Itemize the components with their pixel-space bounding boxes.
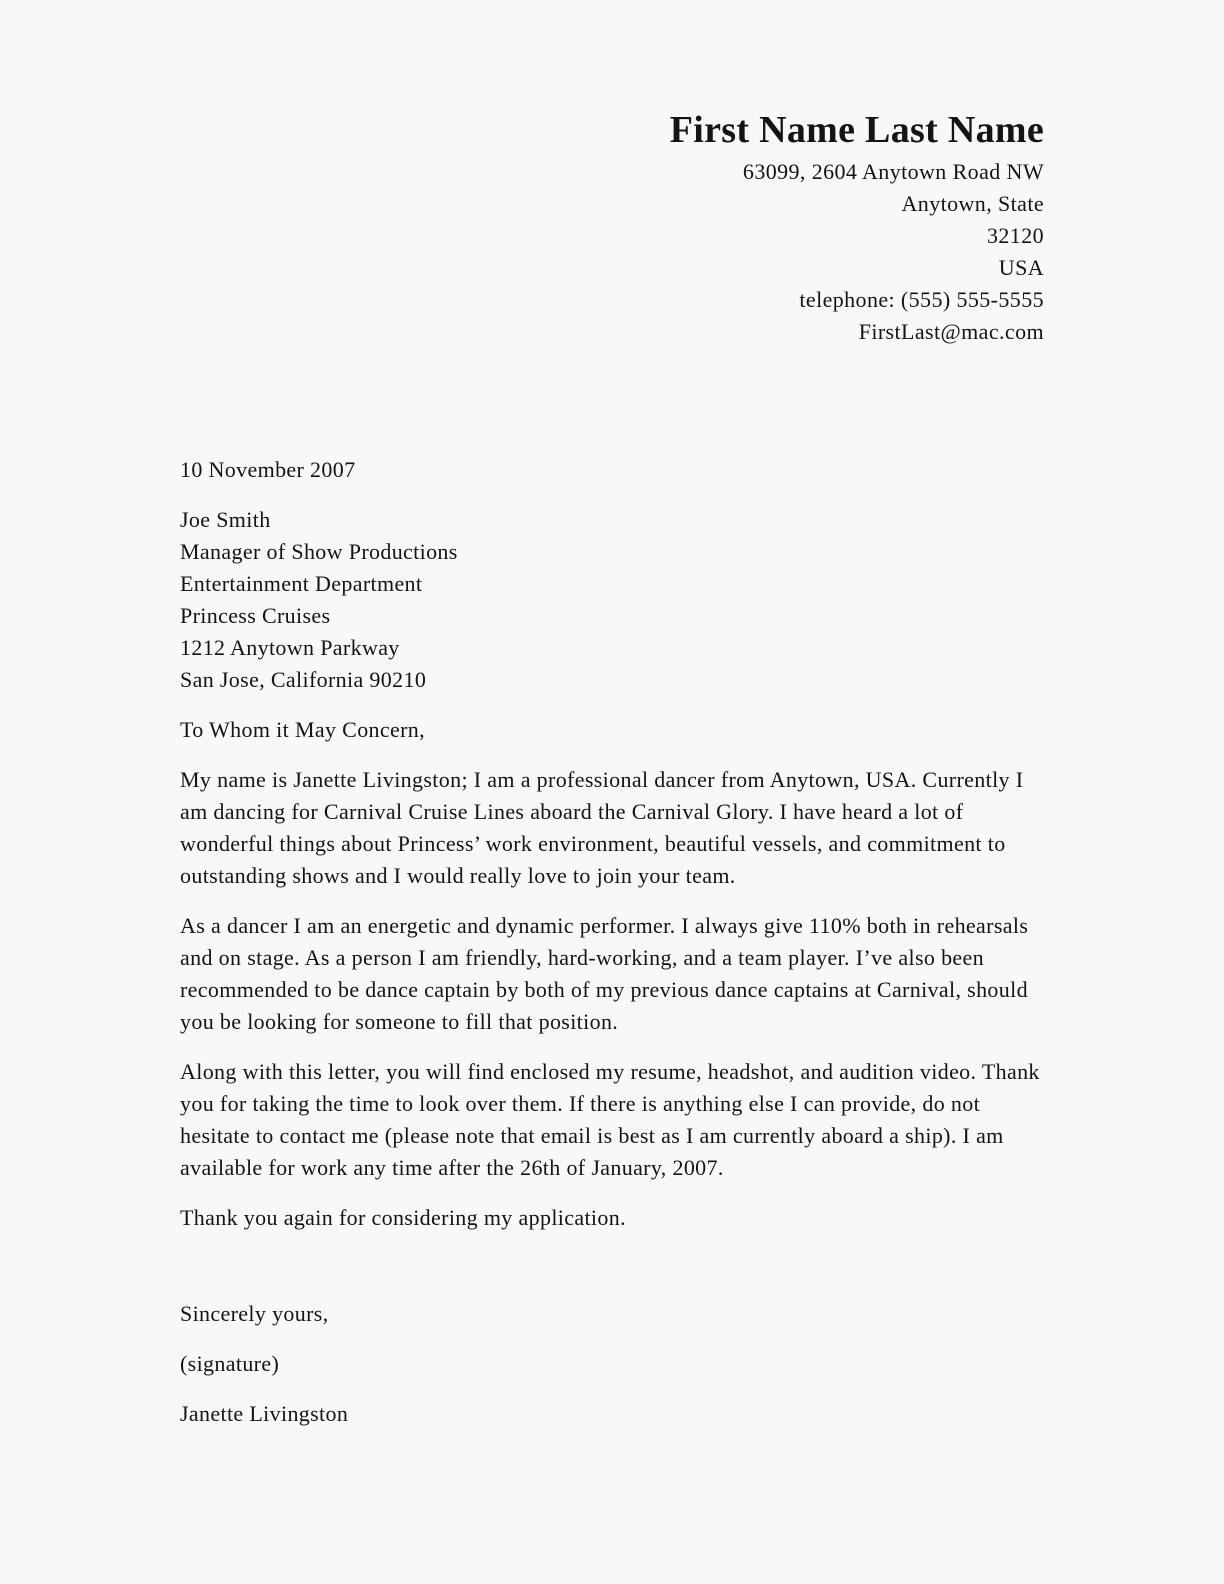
sender-email: FirstLast@mac.com xyxy=(858,319,1044,344)
sender-zip: 32120 xyxy=(987,223,1044,248)
sender-header xyxy=(670,106,1044,348)
paragraph-qualities: As a dancer I am an energetic and dynamic performer. I always give 110% both in rehearsals and on stage. As a person I am friendly, hard-working, and a team player. I’ve also been recommended to be dance captain by both of my previous dance captains at Carnival, should you be looking for someone to fill that position. xyxy=(180,913,1029,1034)
recipient-title: Manager of Show Productions xyxy=(180,539,458,564)
signature-placeholder: (signature) xyxy=(180,1351,280,1376)
recipient-street: 1212 Anytown Parkway xyxy=(180,635,400,660)
paragraph-enclosures: Along with this letter, you will find enclosed my resume, headshot, and audition video. Thank you for taking the time to look over them. If there is anything else I can provide, do not hesitate to contact me (please note that email is best as I am currently aboard a ship). I am available for work any time after the 26th of January, 2007. xyxy=(180,1059,1040,1180)
sender-city-state: Anytown, State xyxy=(901,191,1044,216)
recipient-name: Joe Smith xyxy=(180,507,271,532)
signer-name: Janette Livingston xyxy=(180,1401,349,1426)
letter-body xyxy=(180,454,1050,1430)
sender-country: USA xyxy=(998,255,1044,280)
paragraph-thanks: Thank you again for considering my application. xyxy=(180,1205,626,1230)
recipient-company: Princess Cruises xyxy=(180,603,331,628)
greeting: To Whom it May Concern, xyxy=(180,717,426,742)
letter-date: 10 November 2007 xyxy=(180,457,356,482)
sender-name: First Name Last Name xyxy=(669,109,1044,151)
recipient-department: Entertainment Department xyxy=(180,571,423,596)
sender-telephone: telephone: (555) 555-5555 xyxy=(799,287,1044,312)
recipient-block xyxy=(180,504,1050,696)
closing: Sincerely yours, xyxy=(180,1301,329,1326)
sender-street: 63099, 2604 Anytown Road NW xyxy=(742,159,1044,184)
paragraph-intro: My name is Janette Livingston; I am a professional dancer from Anytown, USA. Currently I am dancing for Carnival Cruise Lines aboard the Carnival Glory. I have heard a lot of wonderful things about Princess’ work environment, beautiful vessels, and commitment to outstanding shows and I would really love to join your team. xyxy=(180,767,1024,888)
recipient-city: San Jose, California 90210 xyxy=(180,667,427,692)
